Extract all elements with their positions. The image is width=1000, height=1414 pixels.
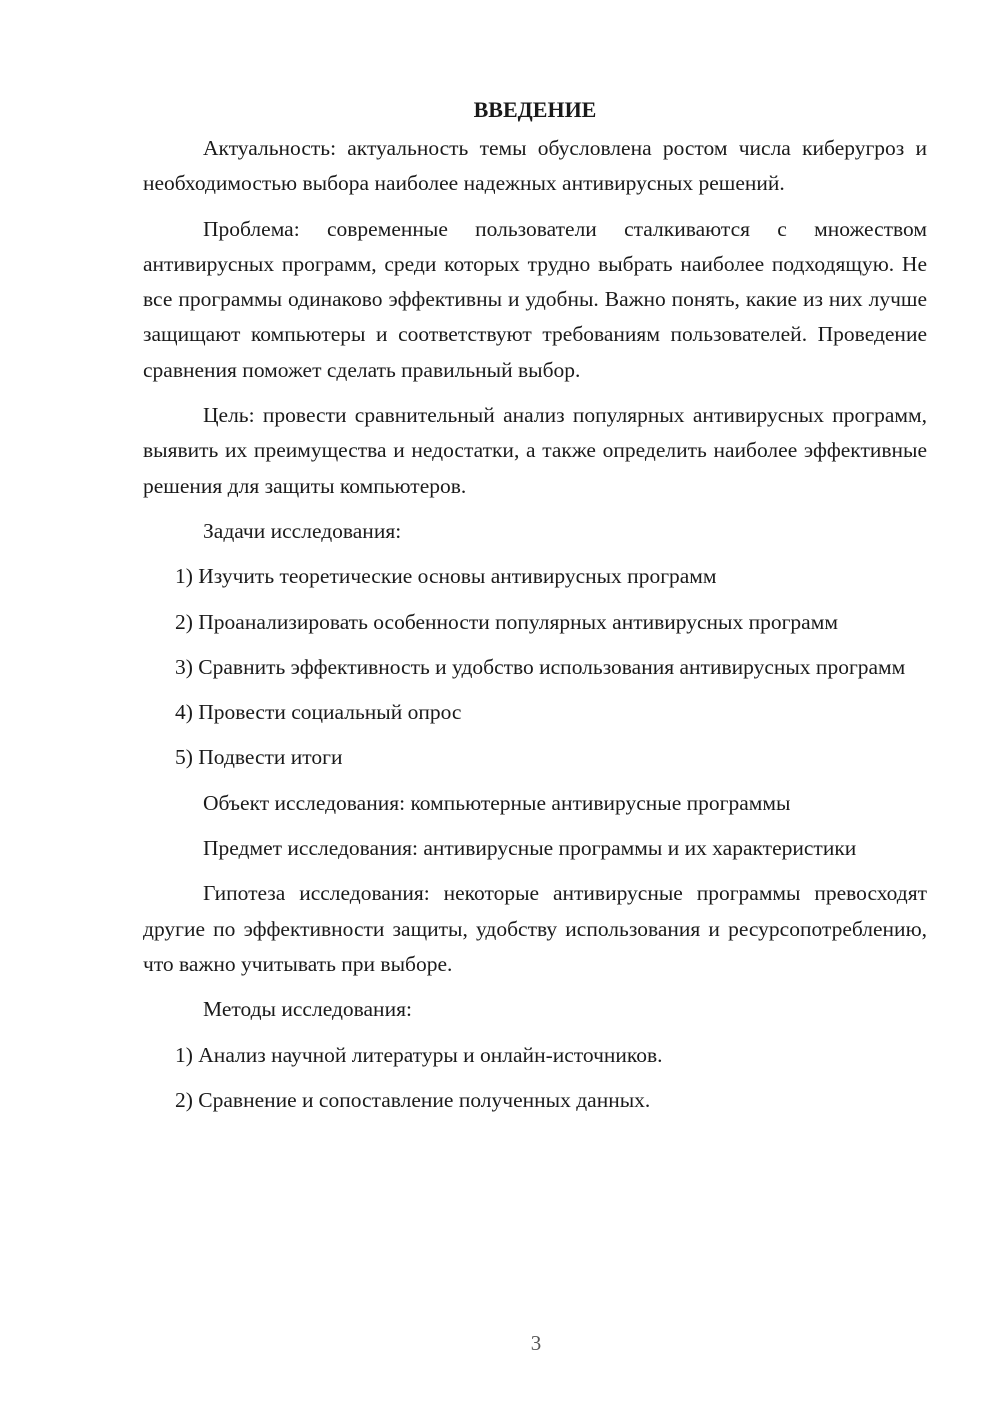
methods-heading: Методы исследования:: [203, 997, 412, 1022]
document-page: [143, 92, 927, 1128]
problem-paragraph: Проблема: современные пользователи сталкиваются с множеством антивирусных программ, среди которых трудно выбрать наиболее подходящую. Не все программы одинаково эффективны и удобны. Важно понять, какие из них лучше защищают компьютеры и соответствуют требованиям пользователей. Проведение сравнения поможет сделать правильный выбор.: [143, 216, 927, 382]
task-item-2: 2) Проанализировать особенности популярных антивирусных программ: [175, 609, 838, 634]
relevance-paragraph: Актуальность: актуальность темы обусловлена ростом числа киберугроз и необходимостью выбора наиболее надежных антивирусных решений.: [143, 136, 927, 196]
subject-paragraph: Предмет исследования: антивирусные программы и их характеристики: [203, 836, 857, 861]
section-title: ВВЕДЕНИЕ: [473, 97, 597, 122]
page-number: 3: [530, 1331, 542, 1355]
tasks-heading: Задачи исследования:: [203, 518, 402, 543]
goal-paragraph: Цель: провести сравнительный анализ популярных антивирусных программ, выявить их преимущества и недостатки, а также определить наиболее эффективные решения для защиты компьютеров.: [143, 403, 927, 498]
task-item-1: 1) Изучить теоретические основы антивирусных программ: [175, 564, 717, 589]
task-item-3: 3) Сравнить эффективность и удобство использования антивирусных программ: [175, 654, 906, 679]
method-item-2: 2) Сравнение и сопоставление полученных данных.: [175, 1087, 651, 1112]
hypothesis-paragraph: Гипотеза исследования: некоторые антивирусные программы превосходят другие по эффективности защиты, удобству использования и ресурсопотреблению, что важно учитывать при выборе.: [143, 881, 927, 976]
task-item-4: 4) Провести социальный опрос: [175, 700, 462, 725]
object-paragraph: Объект исследования: компьютерные антивирусные программы: [203, 790, 791, 815]
task-item-5: 5) Подвести итоги: [175, 745, 343, 770]
method-item-1: 1) Анализ научной литературы и онлайн-источников.: [175, 1042, 663, 1067]
